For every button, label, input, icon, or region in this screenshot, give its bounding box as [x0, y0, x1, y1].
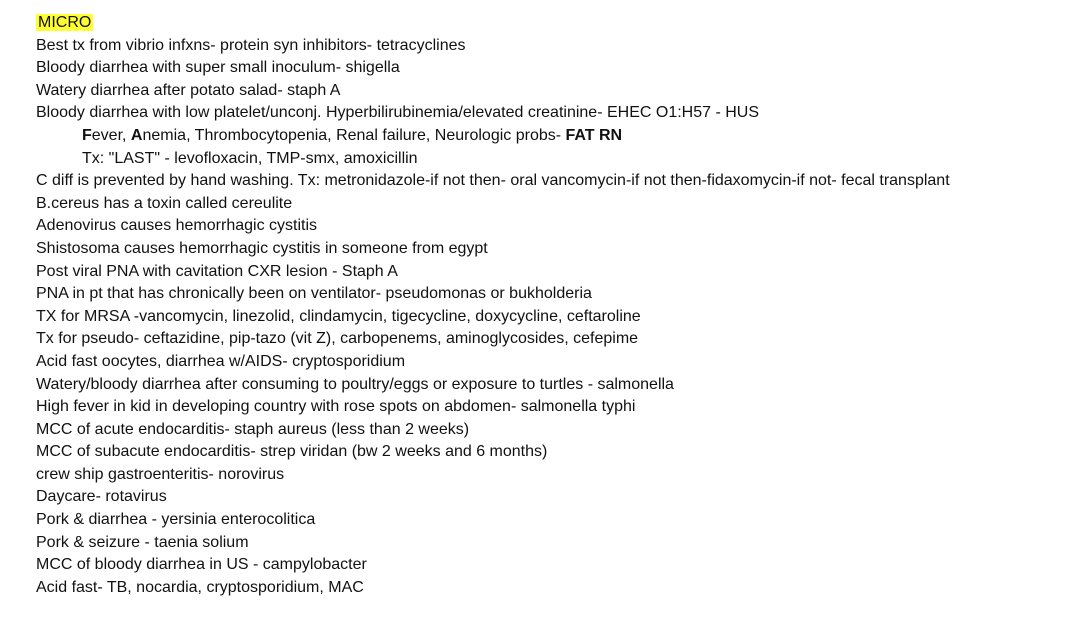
note-line: C diff is prevented by hand washing. Tx: metronidazole-if not then- oral vancomycin-if not then-fidaxomycin-if not- fecal transplant [36, 172, 950, 190]
note-line: crew ship gastroenteritis- norovirus [36, 465, 285, 483]
note-line: Best tx from vibrio infxns- protein syn inhibitors- tetracyclines [36, 36, 466, 54]
note-line: Pork & seizure - taenia solium [36, 533, 249, 551]
section-heading [36, 12, 1074, 35]
mnemonic-letter-f: F [82, 126, 92, 144]
note-line: MCC of subacute endocarditis- strep viridan (bw 2 weeks and 6 months) [36, 443, 548, 461]
highlighted-heading-text: MICRO [38, 14, 92, 31]
note-line: Acid fast oocytes, diarrhea w/AIDS- cryptosporidium [36, 352, 406, 370]
note-line: B.cereus has a toxin called cereulite [36, 194, 293, 212]
note-line: Shistosoma causes hemorrhagic cystitis in someone from egypt [36, 239, 488, 257]
note-line: TX for MRSA -vancomycin, linezolid, clindamycin, tigecycline, doxycycline, ceftaroline [36, 307, 641, 325]
note-line: Adenovirus causes hemorrhagic cystitis [36, 217, 318, 235]
note-line: Daycare- rotavirus [36, 488, 167, 506]
treatment-last-line: Tx: "LAST" - levofloxacin, TMP-smx, amoxicillin [82, 149, 418, 167]
fatrn-mnemonic-line [36, 125, 1074, 148]
note-line: Watery/bloody diarrhea after consuming to poultry/eggs or exposure to turtles - salmonella [36, 375, 674, 393]
note-line: PNA in pt that has chronically been on ventilator- pseudomonas or bukholderia [36, 285, 592, 303]
note-line: Bloody diarrhea with super small inoculum- shigella [36, 59, 400, 77]
note-line: High fever in kid in developing country with rose spots on abdomen- salmonella typhi [36, 398, 636, 416]
note-line: Bloody diarrhea with low platelet/unconj. Hyperbilirubinemia/elevated creatinine- EHEC O1:H57 - HUS [36, 104, 760, 122]
note-line: Watery diarrhea after potato salad- staph A [36, 81, 341, 99]
note-line: MCC of acute endocarditis- staph aureus (less than 2 weeks) [36, 420, 470, 438]
note-line: Post viral PNA with cavitation CXR lesion - Staph A [36, 262, 398, 280]
mnemonic-text: ever, [91, 126, 131, 144]
note-line: Pork & diarrhea - yersinia enterocolitica [36, 511, 316, 529]
note-line: MCC of bloody diarrhea in US - campylobacter [36, 556, 367, 574]
note-line: Acid fast- TB, nocardia, cryptosporidium, MAC [36, 578, 364, 596]
note-line: Tx for pseudo- ceftazidine, pip-tazo (vit Z), carbopenems, aminoglycosides, cefepime [36, 330, 639, 348]
notes-document [36, 12, 1074, 599]
mnemonic-text: nemia, Thrombocytopenia, Renal failure, Neurologic probs- [142, 126, 566, 144]
mnemonic-letter-a: A [130, 126, 143, 144]
mnemonic-acronym: FAT RN [565, 126, 623, 144]
